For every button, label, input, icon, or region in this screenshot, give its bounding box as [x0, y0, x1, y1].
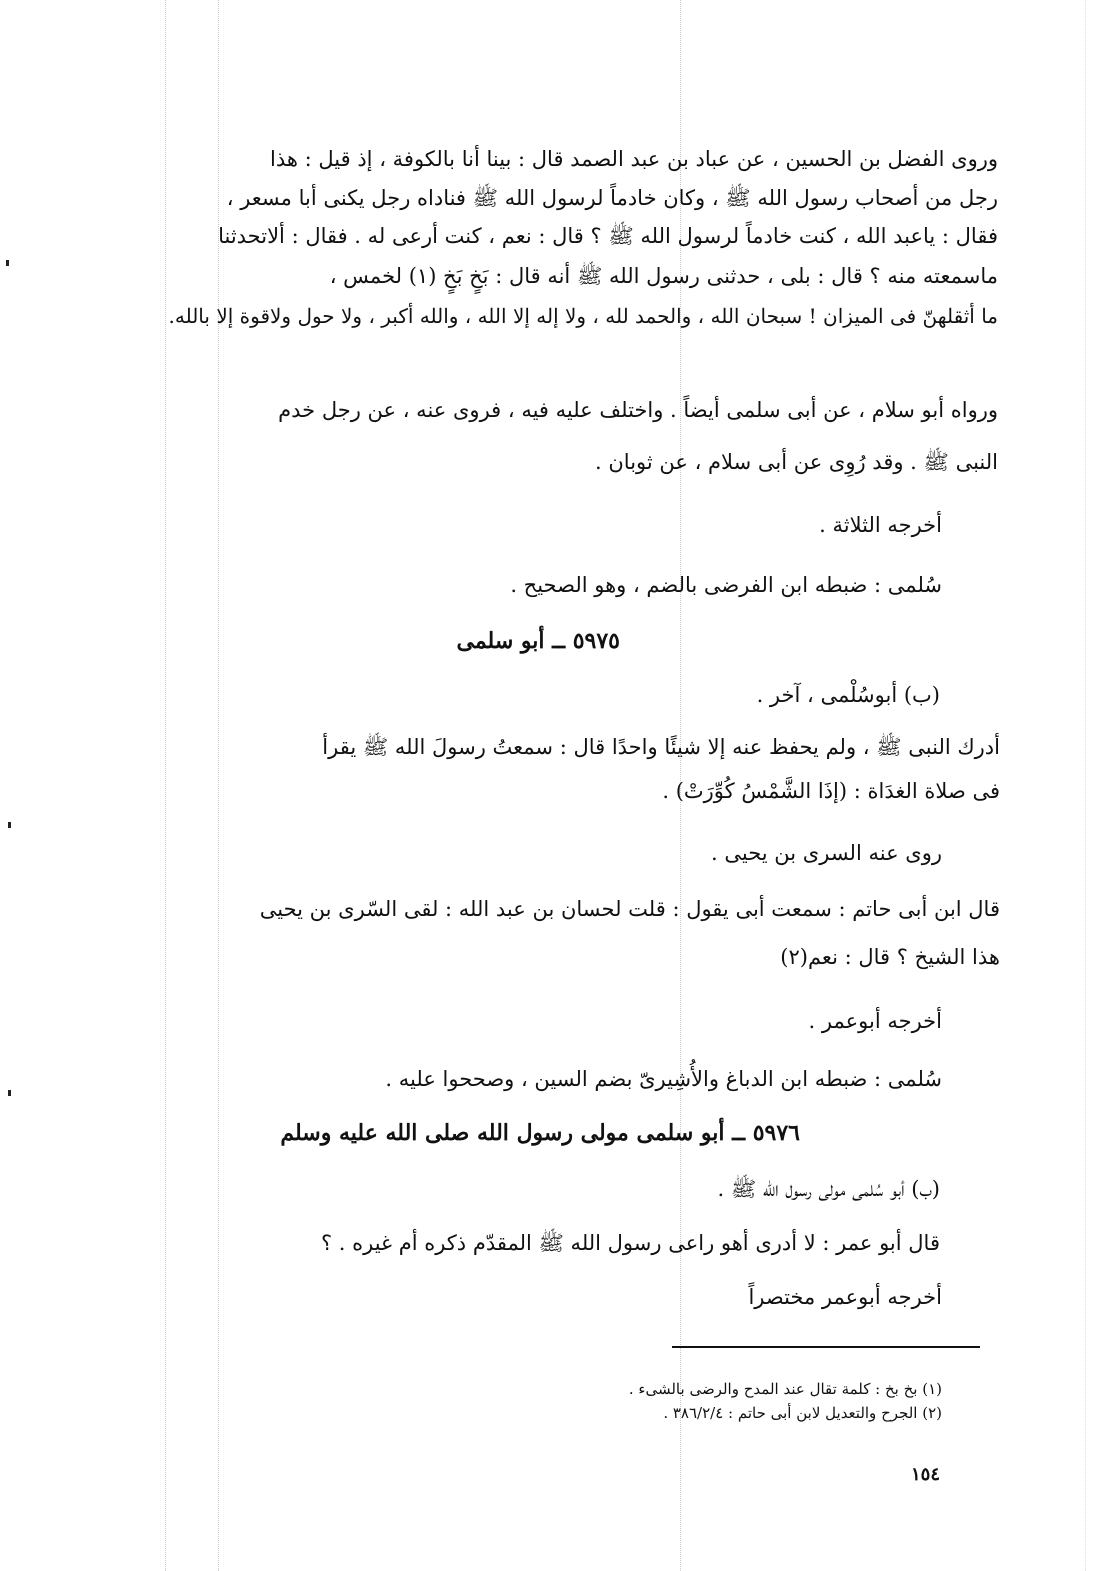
entry-heading-5976: ٥٩٧٦ ــ أبو سلمى مولى رسول الله صلى الله عليه وسلم: [280, 1120, 800, 1146]
text-line: رجل من أصحاب رسول الله ﷺ ، وكان خادماً لرسول الله ﷺ فناداه رجل يكنى أبا مسعر ،: [226, 186, 998, 210]
text-line: النبى ﷺ . وقد رُوِى عن أبى سلام ، عن ثوبان .: [595, 450, 998, 474]
text-line: قال ابن أبى حاتم : سمعت أبى يقول : قلت لحسان بن عبد الله : لقى السّرى بن يحيى: [259, 897, 1000, 921]
text-line: هذا الشيخ ؟ قال : نعم(٢): [780, 945, 1000, 969]
footnote-separator: [672, 1346, 980, 1348]
scan-speck: [8, 1090, 11, 1096]
footnotes: [629, 1378, 942, 1426]
attribution: أخرجه الثلاثة .: [819, 513, 942, 537]
text-line: فقال : ياعبد الله ، كنت خادماً لرسول الله ﷺ ؟ قال : نعم ، كنت أرعى له . فقال : ألاتحدثنا: [218, 224, 998, 248]
scan-speck: [8, 822, 11, 828]
text-line: فى صلاة الغدَاة : (إذَا الشَّمْسُ كُوِّرَتْ) .: [662, 779, 1000, 803]
narrator-note: روى عنه السرى بن يحيى .: [711, 841, 942, 865]
scan-speck: [6, 260, 9, 266]
paragraph-6: [80, 734, 1000, 818]
entry-intro: (ب) أبوسُلْمى ، آخر .: [756, 683, 940, 707]
paragraph-2: [98, 397, 998, 489]
footnote-2: (٢) الجرح والتعديل لابن أبى حاتم : ٣٨٦/٢/٤ .: [663, 1404, 942, 1422]
spelling-note: سُلمى : ضبطه ابن الدباغ والأُشِيرىّ بضم السين ، وصححوا عليه .: [385, 1067, 942, 1091]
spelling-note: سُلمى : ضبطه ابن الفرضى بالضم ، وهو الصحيح .: [510, 573, 942, 597]
entry-intro: (ب) أبو سُلمى مولى رسول الله ﷺ .: [717, 1177, 940, 1201]
attribution: أخرجه أبوعمر مختصراً: [748, 1285, 942, 1309]
commentary: قال أبو عمر : لا أدرى أهو راعى رسول الله ﷺ المقدّم ذكره أم غيره . ؟: [320, 1231, 940, 1255]
text-line: ماسمعته منه ؟ قال : بلى ، حدثنى رسول الله ﷺ أنه قال : بَخٍ بَخٍ (١) لخمس ،: [329, 264, 998, 288]
scan-fold-line: [1085, 0, 1086, 1571]
text-line: وروى الفضل بن الحسين ، عن عباد بن عبد الصمد قال : بينا أنا بالكوفة ، إذ قيل : هذا: [270, 147, 998, 171]
paragraph-1: [98, 146, 998, 343]
text-line: ما أثقلهنّ فى الميزان ! سبحان الله ، والحمد لله ، ولا إله إلا الله ، والله أكبر ، ولا حول ولاقوة إلا بالله.: [168, 304, 998, 328]
attribution: أخرجه أبوعمر .: [808, 1009, 942, 1033]
text-line: ورواه أبو سلام ، عن أبى سلمى أيضاً . واختلف عليه فيه ، فروى عنه ، عن رجل خدم: [278, 398, 998, 422]
footnote-1: (١) بخ بخ : كلمة تقال عند المدح والرضى بالشىء .: [628, 1380, 942, 1398]
page-number: ١٥٤: [910, 1464, 940, 1485]
text-line: أدرك النبى ﷺ ، ولم يحفظ عنه إلا شيئًا واحدًا قال : سمعتُ رسولَ الله ﷺ يقرأ: [322, 735, 1000, 759]
entry-heading-5975: ٥٩٧٥ ــ أبو سلمى: [456, 628, 620, 654]
paragraph-8: [80, 896, 1000, 984]
